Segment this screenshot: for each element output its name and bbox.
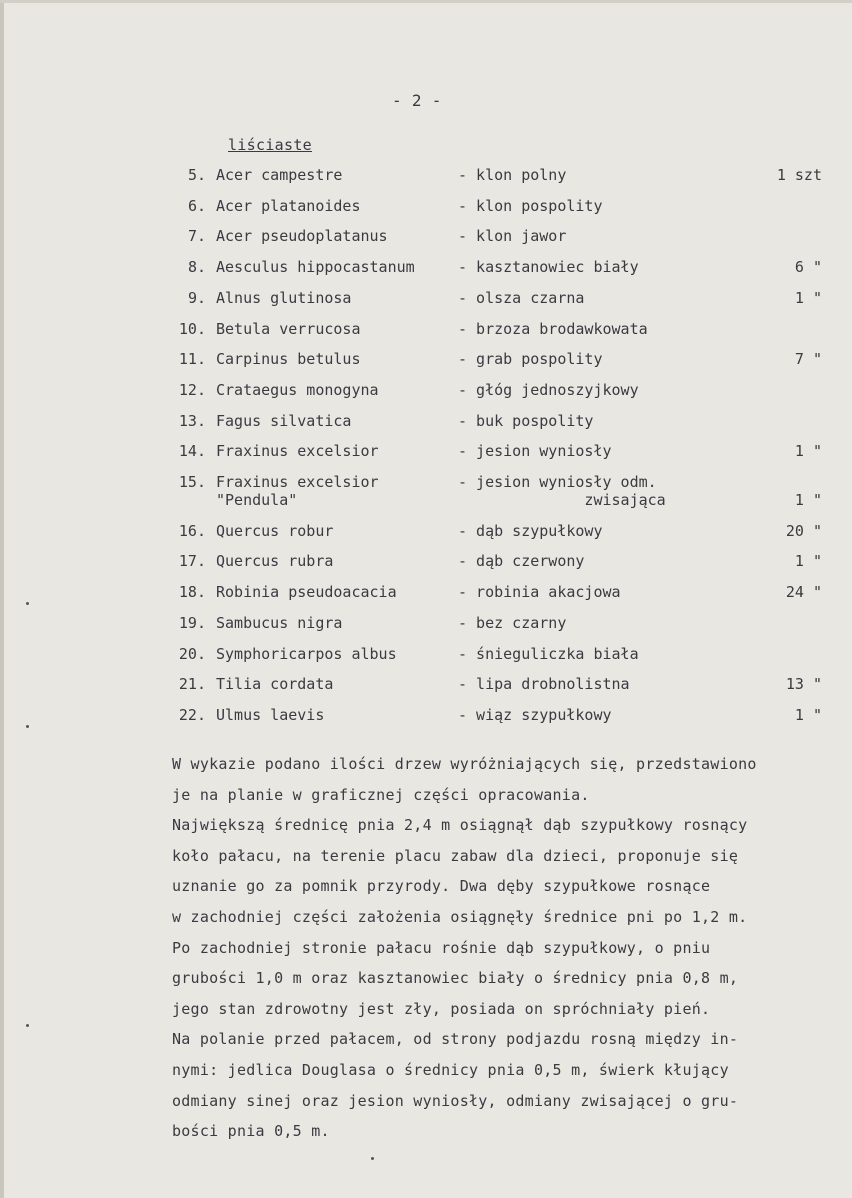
quantity: 1 ": [794, 552, 822, 571]
polish-name: - jesion wyniosły odm. zwisająca: [458, 473, 666, 509]
latin-name: Sambucus nigra: [216, 613, 343, 632]
polish-name: - buk pospolity: [458, 411, 594, 430]
paragraph-line: nymi: jedlica Douglasa o średnicy pnia 0,5 m, świerk kłujący: [172, 1061, 729, 1079]
latin-name: Quercus rubra: [216, 552, 334, 571]
row-number: 17.: [178, 552, 206, 571]
polish-name: - jesion wyniosły: [458, 442, 612, 461]
row-number: 22.: [178, 705, 206, 724]
row-number: 18.: [178, 583, 206, 602]
latin-name: Symphoricarpos albus: [216, 644, 397, 663]
quantity: 1 szt: [776, 166, 822, 184]
margin-mark: [26, 725, 29, 728]
row-number: 9.: [187, 288, 206, 307]
latin-name: Fraxinus excelsior "Pendula": [216, 473, 379, 509]
row-number: 21.: [178, 675, 206, 694]
polish-name: - dąb czerwony: [458, 552, 585, 571]
row-number: 8.: [187, 258, 206, 277]
latin-name: Carpinus betulus: [216, 350, 361, 369]
paragraph-line: uznanie go za pomnik przyrody. Dwa dęby szypułkowe rosnące: [172, 877, 711, 896]
paragraph-line: bości pnia 0,5 m.: [172, 1122, 330, 1141]
paragraph-line: odmiany sinej oraz jesion wyniosły, odmiany zwisającej o gru-: [172, 1091, 739, 1110]
latin-name: Crataegus monogyna: [216, 380, 379, 399]
quantity: 24 ": [785, 583, 822, 602]
polish-name: - brzoza brodawkowata: [458, 319, 648, 338]
latin-name: Tilia cordata: [216, 675, 334, 694]
polish-name: - grab pospolity: [458, 350, 603, 369]
polish-name: - śnieguliczka biała: [458, 644, 639, 663]
paragraph-line: Na polanie przed pałacem, od strony podjazdu rosną między in-: [172, 1030, 739, 1049]
latin-name: Fraxinus excelsior: [216, 442, 379, 461]
quantity: 7 ": [794, 350, 822, 369]
polish-name: - kasztanowiec biały: [458, 258, 639, 277]
quantity: 1 ": [794, 288, 822, 307]
row-number: 15.: [178, 473, 206, 491]
row-number: 12.: [178, 380, 206, 399]
quantity: 1 ": [794, 442, 822, 461]
margin-mark: [26, 1024, 29, 1027]
latin-name: Acer platanoides: [216, 196, 361, 215]
margin-mark: [371, 1157, 374, 1160]
paragraph-line: koło pałacu, na terenie placu zabaw dla dzieci, proponuje się: [172, 846, 739, 865]
polish-name: - klon jawor: [458, 227, 567, 246]
quantity: 13 ": [785, 675, 822, 694]
polish-name: - robinia akacjowa: [458, 583, 621, 602]
polish-name: - lipa drobnolistna: [458, 675, 630, 694]
quantity: 20 ": [785, 521, 822, 540]
polish-name: - klon pospolity: [458, 196, 603, 215]
latin-name: Ulmus laevis: [216, 705, 325, 724]
page-left-edge: [0, 0, 4, 1198]
latin-name: Acer campestre: [216, 166, 343, 184]
row-number: 5.: [187, 166, 206, 184]
polish-name: - dąb szypułkowy: [458, 521, 603, 540]
paragraph-line: je na planie w graficznej części opracowania.: [172, 785, 590, 804]
polish-name: - wiąz szypułkowy: [458, 705, 612, 724]
row-number: 19.: [178, 613, 206, 632]
row-number: 7.: [187, 227, 206, 246]
paragraph-line: W wykazie podano ilości drzew wyróżniających się, przedstawiono: [172, 755, 757, 773]
quantity: 1 ": [794, 491, 822, 509]
margin-mark: [26, 602, 29, 605]
row-number: 11.: [178, 350, 206, 369]
paragraph-line: Największą średnicę pnia 2,4 m osiągnął dąb szypułkowy rosnący: [172, 816, 748, 835]
latin-name: Robinia pseudoacacia: [216, 583, 397, 602]
section-heading: liściaste: [228, 136, 312, 154]
latin-name: Quercus robur: [216, 521, 334, 540]
polish-name: - bez czarny: [458, 613, 567, 632]
paragraph-line: jego stan zdrowotny jest zły, posiada on spróchniały pień.: [172, 999, 711, 1018]
polish-name: - klon polny: [458, 166, 567, 184]
quantity: 6 ": [794, 258, 822, 277]
page-top-edge: [0, 0, 852, 3]
latin-name: Acer pseudoplatanus: [216, 227, 388, 246]
latin-name: Aesculus hippocastanum: [216, 258, 415, 277]
paragraph-line: grubości 1,0 m oraz kasztanowiec biały o średnicy pnia 0,8 m,: [172, 969, 739, 988]
page-number: - 2 -: [392, 91, 442, 110]
polish-name: - olsza czarna: [458, 288, 585, 307]
paragraph-line: w zachodniej części założenia osiągnęły średnice pni po 1,2 m.: [172, 908, 748, 926]
row-number: 20.: [178, 644, 206, 663]
row-number: 6.: [187, 196, 206, 215]
row-number: 10.: [178, 319, 206, 338]
row-number: 16.: [178, 521, 206, 540]
paragraph-line: Po zachodniej stronie pałacu rośnie dąb szypułkowy, o pniu: [172, 938, 711, 957]
row-number: 13.: [178, 411, 206, 430]
latin-name: Alnus glutinosa: [216, 288, 352, 307]
polish-name: - głóg jednoszyjkowy: [458, 380, 639, 399]
latin-name: Fagus silvatica: [216, 411, 352, 430]
quantity: 1 ": [794, 705, 822, 724]
row-number: 14.: [178, 442, 206, 461]
latin-name: Betula verrucosa: [216, 319, 361, 338]
